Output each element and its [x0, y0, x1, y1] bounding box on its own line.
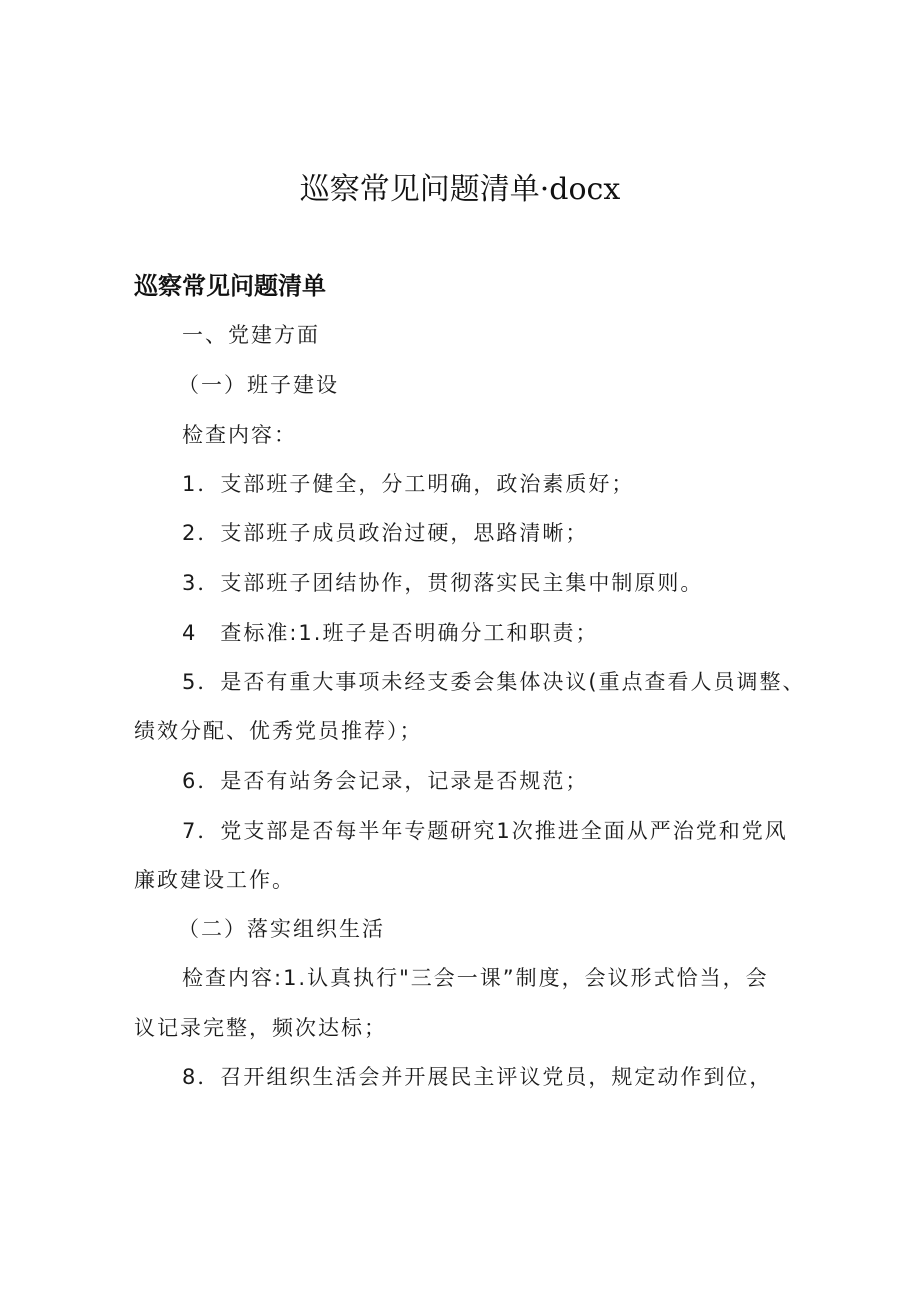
paragraph-line: 6．是否有站务会记录，记录是否规范； [182, 769, 589, 793]
paragraph-line: 廉政建设工作。 [134, 868, 295, 892]
paragraph-line: 议记录完整，频次达标； [134, 1016, 387, 1040]
paragraph-line: 一、党建方面 [182, 323, 320, 347]
paragraph-line: 4 查标准:1.班子是否明确分工和职责； [182, 621, 599, 645]
paragraph-line: 5．是否有重大事项未经支委会集体决议(重点查看人员调整、 [182, 670, 806, 694]
paragraph-line: 绩效分配、优秀党员推荐）； [134, 719, 423, 743]
paragraph-line: （二）落实组织生活 [178, 917, 385, 941]
paragraph-line: 检查内容:1.认真执行"三会一课”制度，会议形式恰当，会 [182, 966, 769, 990]
section-heading: 巡察常见问题清单 [134, 272, 326, 300]
paragraph-line: （一）班子建设 [178, 373, 339, 397]
paragraph-line: 检查内容： [182, 423, 297, 447]
paragraph-line: 1．支部班子健全，分工明确，政治素质好； [182, 472, 635, 496]
document-title: 巡察常见问题清单·docx [299, 172, 621, 207]
paragraph-line: 7．党支部是否每半年专题研究1次推进全面从严治党和党风 [182, 819, 788, 843]
paragraph-line: 2．支部班子成员政治过硬，思路清晰； [182, 521, 589, 545]
paragraph-line: 3．支部班子团结协作，贯彻落实民主集中制原则。 [182, 571, 704, 595]
paragraph-line: 8．召开组织生活会并开展民主评议党员，规定动作到位， [182, 1065, 773, 1089]
